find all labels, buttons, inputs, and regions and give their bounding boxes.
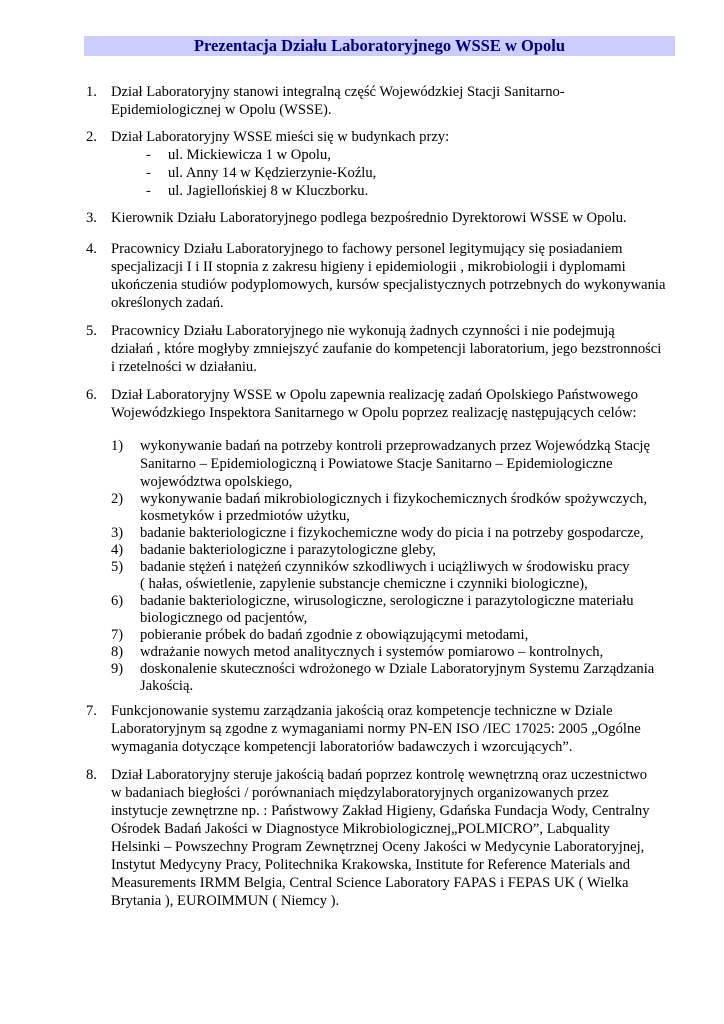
item-text-line: Instytut Medycyny Pracy, Politechnika Krakowska, Institute for Reference Materials and (111, 857, 631, 873)
item-number: 7. (86, 703, 97, 719)
goal-text-line: Sanitarno – Epidemiologiczną i Powiatowe Stacje Sanitarno – Epidemiologiczne (140, 456, 613, 472)
goal-number: 3) (111, 525, 124, 541)
item-text-line: Funkcjonowanie systemu zarządzania jakością oraz kompetencje techniczne w Dziale (111, 703, 613, 719)
page-title: Prezentacja Działu Laboratoryjnego WSSE w Opolu (193, 36, 566, 55)
address-item: ul. Jagiellońskiej 8 w Kluczborku. (168, 183, 369, 199)
goal-number: 9) (111, 661, 124, 677)
item-text-line: Kierownik Działu Laboratoryjnego podlega bezpośrednio Dyrektorowi WSSE w Opolu. (111, 210, 627, 226)
goal-text-line: badanie bakteriologiczne, wirusologiczne, serologiczne i parazytologiczne materiału (140, 593, 634, 609)
goal-text-line: pobieranie próbek do badań zgodnie z obowiązującymi metodami, (140, 627, 529, 643)
goal-text-line: województwa opolskiego, (140, 474, 293, 490)
goal-text-line: wdrażanie nowych metod analitycznych i systemów pomiarowo – kontrolnych, (140, 644, 604, 660)
item-text-line: Dział Laboratoryjny steruje jakością badań poprzez kontrolę wewnętrzną oraz uczestnictwo (111, 767, 648, 783)
item-text-line: ukończenia studiów podyplomowych, kursów specjalistycznych potrzebnych do wykonywania (111, 277, 666, 293)
goal-text-line: kosmetyków i przedmiotów użytku, (140, 508, 350, 524)
goal-number: 6) (111, 593, 124, 609)
goal-number: 5) (111, 559, 124, 575)
item-text-line: Dział Laboratoryjny stanowi integralną część Wojewódzkiej Stacji Sanitarno- (111, 84, 565, 100)
title-banner (84, 36, 675, 56)
item-text-line: Ośrodek Badań Jakości w Diagnostyce Mikrobiologicznej„POLMICRO”, Labquality (111, 821, 610, 837)
item-text-line: Dział Laboratoryjny WSSE w Opolu zapewnia realizację zadań Opolskiego Państwowego (111, 387, 638, 403)
item-text-line: Pracownicy Działu Laboratoryjnego nie wykonują żadnych czynności i nie podejmują (111, 323, 615, 339)
address-bullet: - (146, 165, 151, 181)
address-bullet: - (146, 183, 151, 199)
item-text-line: w badaniach biegłości / porównaniach międzylaboratoryjnych organizowanych przez (111, 785, 609, 801)
item-number: 5. (86, 323, 97, 339)
item-text-line: Measurements IRMM Belgia, Central Science Laboratory FAPAS i FEPAS UK ( Wielka (111, 875, 629, 891)
item-number: 4. (86, 241, 97, 257)
item-text-line: i rzetelności w działaniu. (111, 359, 257, 375)
address-item: ul. Mickiewicza 1 w Opolu, (168, 147, 331, 163)
item-text-line: określonych zadań. (111, 295, 224, 311)
item-number: 8. (86, 767, 97, 783)
item-text-line: Helsinki – Powszechny Program Zewnętrznej Oceny Jakości w Medycynie Laboratoryjnej, (111, 839, 645, 855)
item-number: 6. (86, 387, 97, 403)
goal-number: 2) (111, 491, 124, 507)
address-item: ul. Anny 14 w Kędzierzynie-Koźlu, (168, 165, 377, 181)
item-text-line: Brytania ), EUROIMMUN ( Niemcy ). (111, 893, 340, 909)
item-text-line: wymagania dotyczące kompetencji laboratoriów badawczych i wzorcujących”. (111, 739, 573, 755)
item-number: 3. (86, 210, 97, 226)
goal-number: 8) (111, 644, 124, 660)
item-text-line: Pracownicy Działu Laboratoryjnego to fachowy personel legitymujący się posiadaniem (111, 241, 623, 257)
item-text-line: specjalizacji I i II stopnia z zakresu higieny i epidemiologii , mikrobiologii i dyplomami (111, 259, 626, 275)
goal-text-line: Jakością. (140, 678, 194, 694)
goal-text-line: doskonalenie skuteczności wdrożonego w Dziale Laboratoryjnym Systemu Zarządzania (140, 661, 655, 677)
item-text-line: Wojewódzkiego Inspektora Sanitarnego w Opolu poprzez realizację następujących celów: (111, 405, 637, 421)
goal-number: 7) (111, 627, 124, 643)
goal-text-line: badanie bakteriologiczne i parazytologiczne gleby, (140, 542, 437, 558)
goal-text-line: badanie stężeń i natężeń czynników szkodliwych i uciążliwych w środowisku pracy (140, 559, 630, 575)
goal-number: 1) (111, 438, 124, 454)
goal-text-line: biologicznego od pacjentów, (140, 610, 308, 626)
address-bullet: - (146, 147, 151, 163)
goal-text-line: ( hałas, oświetlenie, zapylenie substancje chemiczne i czynniki biologiczne), (140, 576, 588, 592)
item-text-line: Epidemiologicznej w Opolu (WSSE). (111, 102, 332, 118)
item-number: 2. (86, 129, 97, 145)
goal-text-line: badanie bakteriologiczne i fizykochemiczne wody do picia i na potrzeby gospodarcze, (140, 525, 644, 541)
item-number: 1. (86, 84, 97, 100)
item-text-line: instytucje zewnętrzne np. : Państwowy Zakład Higieny, Gdańska Fundacja Wody, Centralny (111, 803, 650, 819)
item-text-line: Laboratoryjnym są zgodne z wymaganiami normy PN-EN ISO /IEC 17025: 2005 „Ogólne (111, 721, 641, 737)
goal-text-line: wykonywanie badań na potrzeby kontroli przeprowadzanych przez Wojewódzką Stację (140, 438, 650, 454)
goal-number: 4) (111, 542, 124, 558)
item-text-line: Dział Laboratoryjny WSSE mieści się w budynkach przy: (111, 129, 450, 145)
goal-text-line: wykonywanie badań mikrobiologicznych i fizykochemicznych środków spożywczych, (140, 491, 647, 507)
item-text-line: działań , które mogłyby zmniejszyć zaufanie do kompetencji laboratorium, jego bezstronności (111, 341, 662, 357)
